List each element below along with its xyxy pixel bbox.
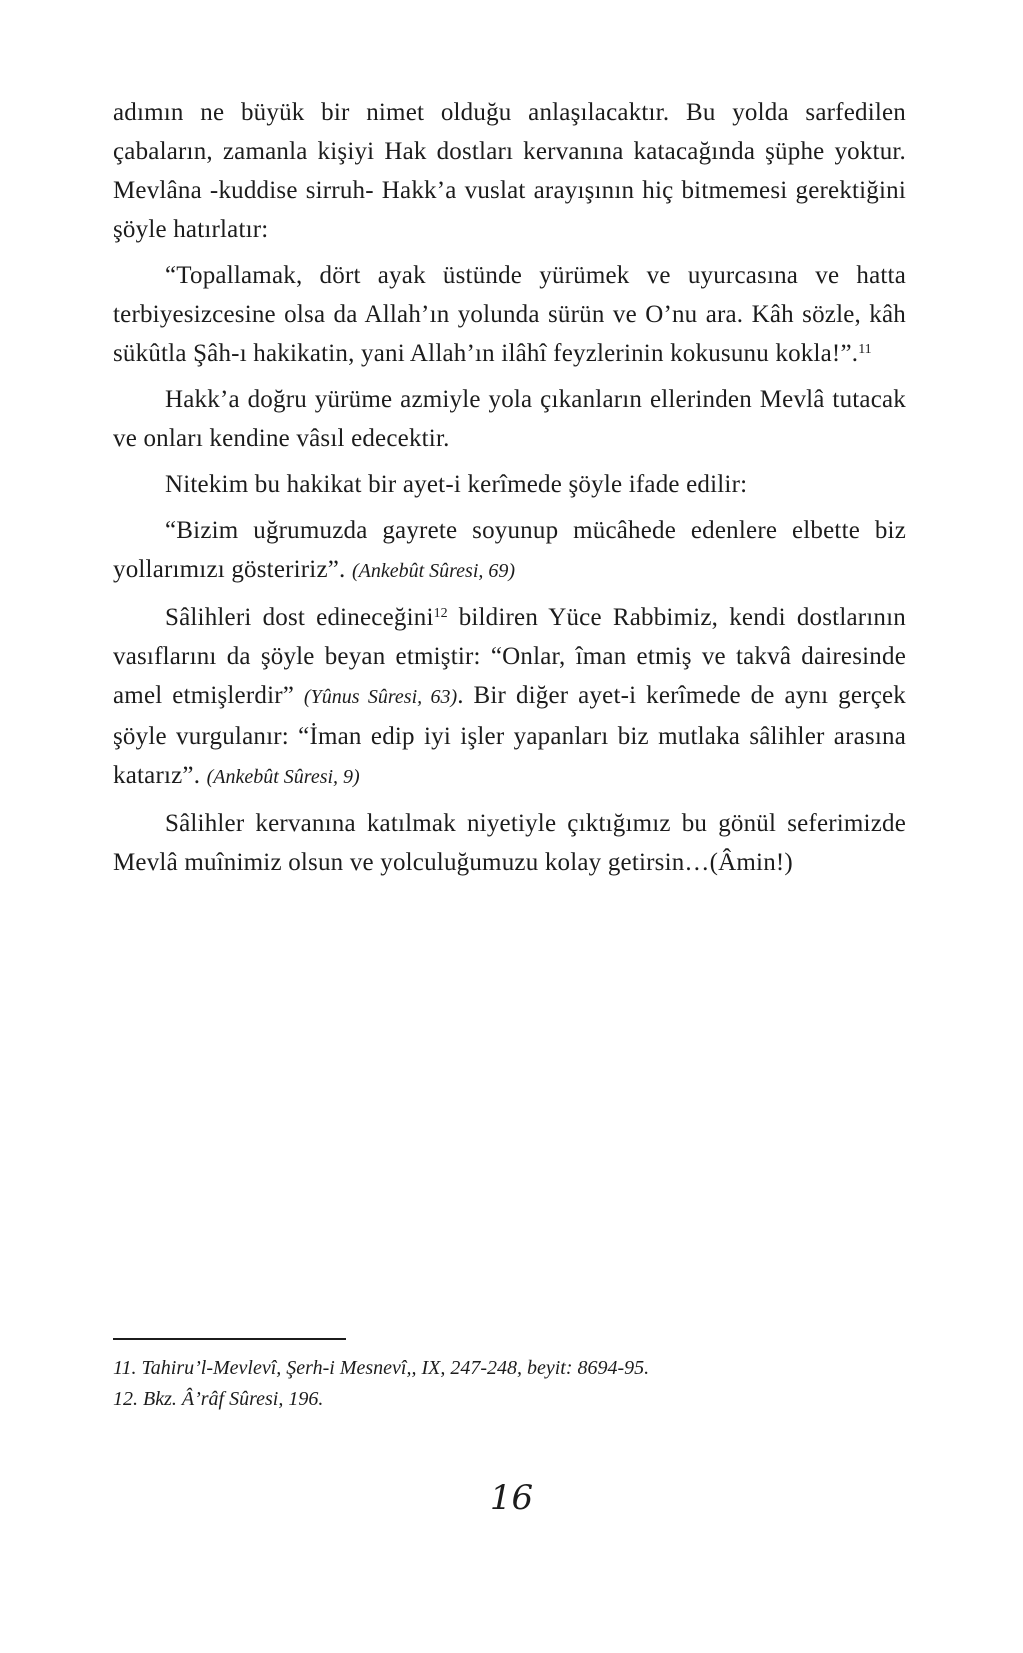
paragraph-text: “Bizim uğrumuzda gayrete soyunup mücâhede edenlere elbette biz yollarımızı gösteririz”. bbox=[113, 517, 906, 583]
paragraph-text: Hakk’a doğru yürüme azmiyle yola çıkanların ellerinden Mevlâ tutacak ve onları kendine vâsıl edecektir. bbox=[113, 386, 906, 452]
verse-reference: (Ankebût Sûresi, 9) bbox=[206, 766, 360, 788]
paragraph-text: Sâlihleri dost edineceğini bbox=[165, 604, 434, 631]
paragraph-nitekim bbox=[113, 465, 906, 504]
verse-reference: (Ankebût Sûresi, 69) bbox=[351, 560, 516, 582]
footnote-item-11 bbox=[113, 1353, 906, 1384]
verse-reference: (Yûnus Sûresi, 63) bbox=[303, 686, 458, 708]
footnote-marker-12: 12 bbox=[433, 606, 448, 621]
paragraph-text: . Bir diğer ayet-i kerîmede de aynı gerçek şöyle vurgulanır: “İman edip iyi işler yapanları biz mutlaka sâlihler arasına katarız”. bbox=[113, 682, 906, 789]
paragraph-text: Nitekim bu hakikat bir ayet-i kerîmede şöyle ifade edilir: bbox=[165, 471, 748, 498]
paragraph-dua bbox=[113, 804, 906, 882]
page-body bbox=[113, 93, 906, 889]
footnote-text: 12. Bkz. Â’râf Sûresi, 196. bbox=[113, 1388, 324, 1410]
paragraph-ayet-ankebut-69 bbox=[113, 511, 906, 591]
footnotes-section bbox=[113, 1338, 906, 1415]
paragraph-text: Sâlihler kervanına katılmak niyetiyle çıktığımız bu gönül seferimizde Mevlâ muînimiz olsun ve yolculuğumuzu kolay getirsin…(Âmin!) bbox=[113, 810, 906, 876]
paragraph-continuation bbox=[113, 93, 906, 249]
footnote-divider bbox=[113, 1338, 346, 1340]
paragraph-text: adımın ne büyük bir nimet olduğu anlaşılacaktır. Bu yolda sarfedilen çabaların, zamanla kişiyi Hak dostları kervanına katacağında şüphe yoktur. Mevlâna -kuddise sirruh- Hakk’a vuslat arayışının hiç bitmemesi gerektiğini şöyle hatırlatır: bbox=[113, 99, 906, 243]
footnote-marker-11: 11 bbox=[858, 342, 872, 357]
footnote-item-12 bbox=[113, 1384, 906, 1415]
paragraph-quote-mevlana bbox=[113, 256, 906, 373]
paragraph-text: “Topallamak, dört ayak üstünde yürümek ve uyurcasına ve hatta terbiyesizcesine olsa da Allah’ın yolunda sürün ve O’nu ara. Kâh sözle, kâh sükûtla Şâh-ı hakikatin, yani Allah’ın ilâhî feyzlerinin kokusunu kokla!”. bbox=[113, 262, 906, 367]
paragraph-text: bildiren Yüce Rabbimiz, kendi dostlarının vasıflarını da şöyle beyan etmiştir: “Onlar, îman etmiş ve takvâ dairesinde amel etmişlerdir” bbox=[113, 604, 906, 709]
page-number: 16 bbox=[489, 1478, 534, 1518]
footnote-text: 11. Tahiru’l-Mevlevî, Şerh-i Mesnevî,, IX, 247-248, beyit: 8694-95. bbox=[113, 1357, 650, 1379]
paragraph-salihleri-dost bbox=[113, 598, 906, 797]
paragraph-hakka-dogru bbox=[113, 380, 906, 458]
